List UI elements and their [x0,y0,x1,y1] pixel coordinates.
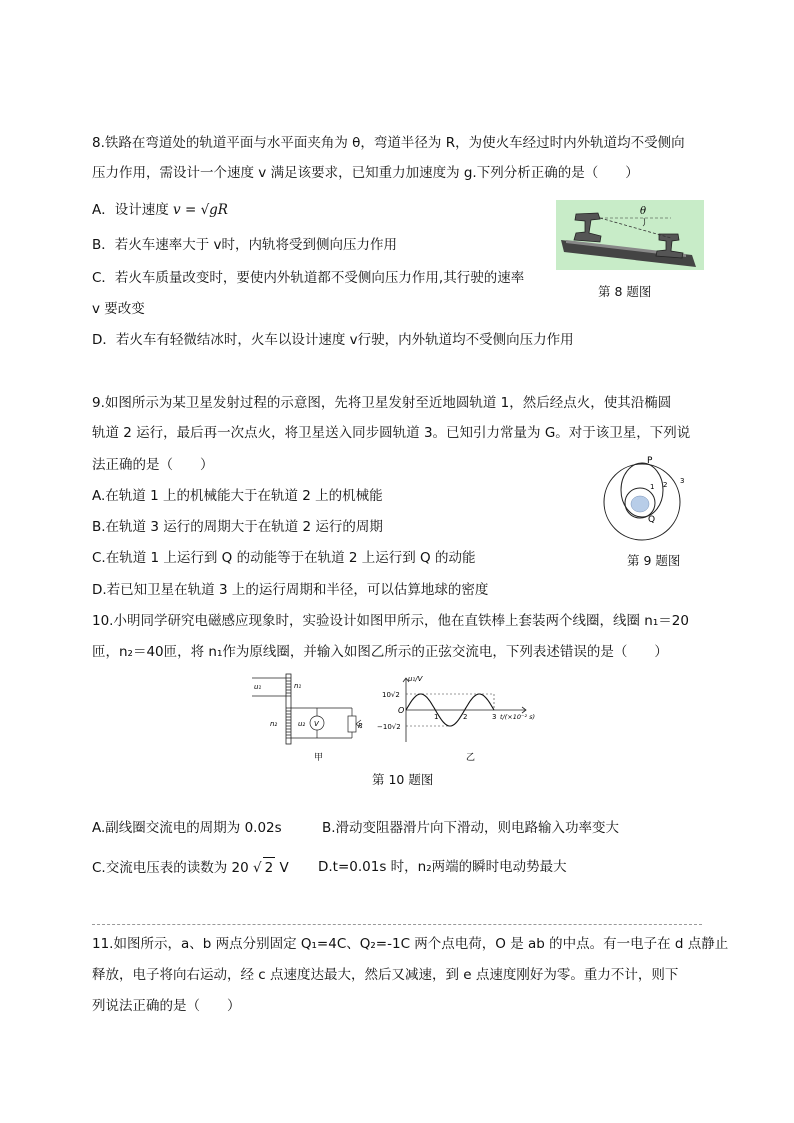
q10-sqrt-symbol: √ [252,860,262,876]
q8-formula: v = √gR [173,202,228,218]
q8-option-d: D．若火车有轻微结冰时，火车以设计速度 v行驶，内外轨道均不受侧向压力作用 [92,332,574,348]
q10-caption: 第 10 题图 [372,772,434,787]
q10-u2-label: u₂ [298,720,306,728]
q10-resistor-label: R [358,722,363,730]
q10-option-c-unit: V [275,860,289,876]
q10-yi-label: 乙 [466,753,476,763]
q9-point-q: Q [648,515,656,525]
q10-option-a: A.副线圈交流电的周期为 0.02s [92,820,282,836]
q10-tick-2: 2 [463,713,468,721]
q8-stem-line2: 压力作用，需设计一个速度 v 满足该要求，已知重力加速度为 g.下列分析正确的是（ ） [92,165,639,181]
q9-stem-line2: 轨道 2 运行，最后再一次点火，将卫星送入同步圆轨道 3。已知引力常量为 G。对于该卫星，下列说 [92,425,691,441]
q11-stem-line1: 11.如图所示，a、b 两点分别固定 Q₁=4C、Q₂=-1C 两个点电荷，O 是 ab 的中点。有一电子在 d 点静止 [92,936,729,952]
q10-voltmeter-label: V [314,720,319,728]
q9-stem-line1: 9.如图所示为某卫星发射过程的示意图，先将卫星发射至近地圆轨道 1，然后经点火，使其沿椭圆 [92,395,672,411]
q10-stem-line2: 匝，n₂＝40匝，将 n₁作为原线圈，并输入如图乙所示的正弦交流电，下列表述错误的是（ ） [92,644,668,660]
q10-n2-label: n₂ [270,720,278,728]
q8-option-c-line2: v 要改变 [92,301,145,317]
q9-orbit-2-label: 2 [663,481,668,489]
q8-option-c-line1: C．若火车质量改变时，要使内外轨道都不受侧向压力作用,其行驶的速率 [92,270,525,286]
q10-option-c-text: C.交流电压表的读数为 20 [92,860,249,876]
section-divider [92,924,702,925]
q10-tick-3: 3 [492,713,497,721]
q10-origin-label: O [398,706,405,715]
q10-sqrt-value: 2 [263,857,276,878]
q10-stem-line1: 10.小明同学研究电磁感应现象时，实验设计如图甲所示，他在直铁棒上套装两个线圈，线圈 n₁＝20 [92,613,689,629]
q8-stem-line1: 8.铁路在弯道处的轨道平面与水平面夹角为 θ，弯道半径为 R，为使火车经过时内外轨道均不受侧向 [92,135,685,151]
q9-option-d: D.若已知卫星在轨道 3 上的运行周期和半径，可以估算地球的密度 [92,582,489,598]
q9-orbit-figure [598,454,708,544]
q9-option-b: B.在轨道 3 运行的周期大于在轨道 2 运行的周期 [92,519,383,535]
q11-stem-line2: 释放，电子将向右运动，经 c 点速度达最大，然后又减速，到 e 点速度刚好为零。重力不计，则下 [92,967,679,983]
q8-option-a [92,200,228,220]
q9-caption: 第 9 题图 [627,553,681,568]
q10-option-d: D.t=0.01s 时，n₂两端的瞬时电动势最大 [318,859,567,875]
q10-waveform-figure-yi [376,672,546,764]
q8-caption: 第 8 题图 [598,284,652,299]
q10-option-c [92,857,289,878]
q9-option-a: A.在轨道 1 上的机械能大于在轨道 2 上的机械能 [92,488,383,504]
q9-stem-line3: 法正确的是（ ） [92,457,214,473]
q10-n1-label: n₁ [294,682,302,690]
q8-option-b: B．若火车速率大于 v时，内轨将受到侧向压力作用 [92,237,398,253]
q9-point-p: P [647,456,653,466]
q8-theta-label: θ [640,206,647,217]
q10-x-axis-label: t/(×10⁻² s) [500,713,536,721]
q10-y-axis-label: u₁/V [408,675,423,683]
q10-u1-label: u₁ [254,683,262,691]
q10-option-b: B.滑动变阻器滑片向下滑动，则电路输入功率变大 [322,820,620,836]
q11-stem-line3: 列说法正确的是（ ） [92,998,241,1014]
q9-orbit-3-label: 3 [680,477,685,485]
q10-tick-1: 1 [434,713,439,721]
q9-option-c: C.在轨道 1 上运行到 Q 的动能等于在轨道 2 上运行到 Q 的动能 [92,550,476,566]
q10-jia-label: 甲 [314,753,324,763]
q9-orbit-1-label: 1 [650,483,655,491]
q10-circuit-figure-jia [252,672,372,764]
q8-rail-figure [556,200,704,270]
q10-ymax-label: 10√2 [382,691,400,699]
q8-option-a-text: A．设计速度 [92,202,169,218]
q10-ymin-label: −10√2 [377,723,401,731]
